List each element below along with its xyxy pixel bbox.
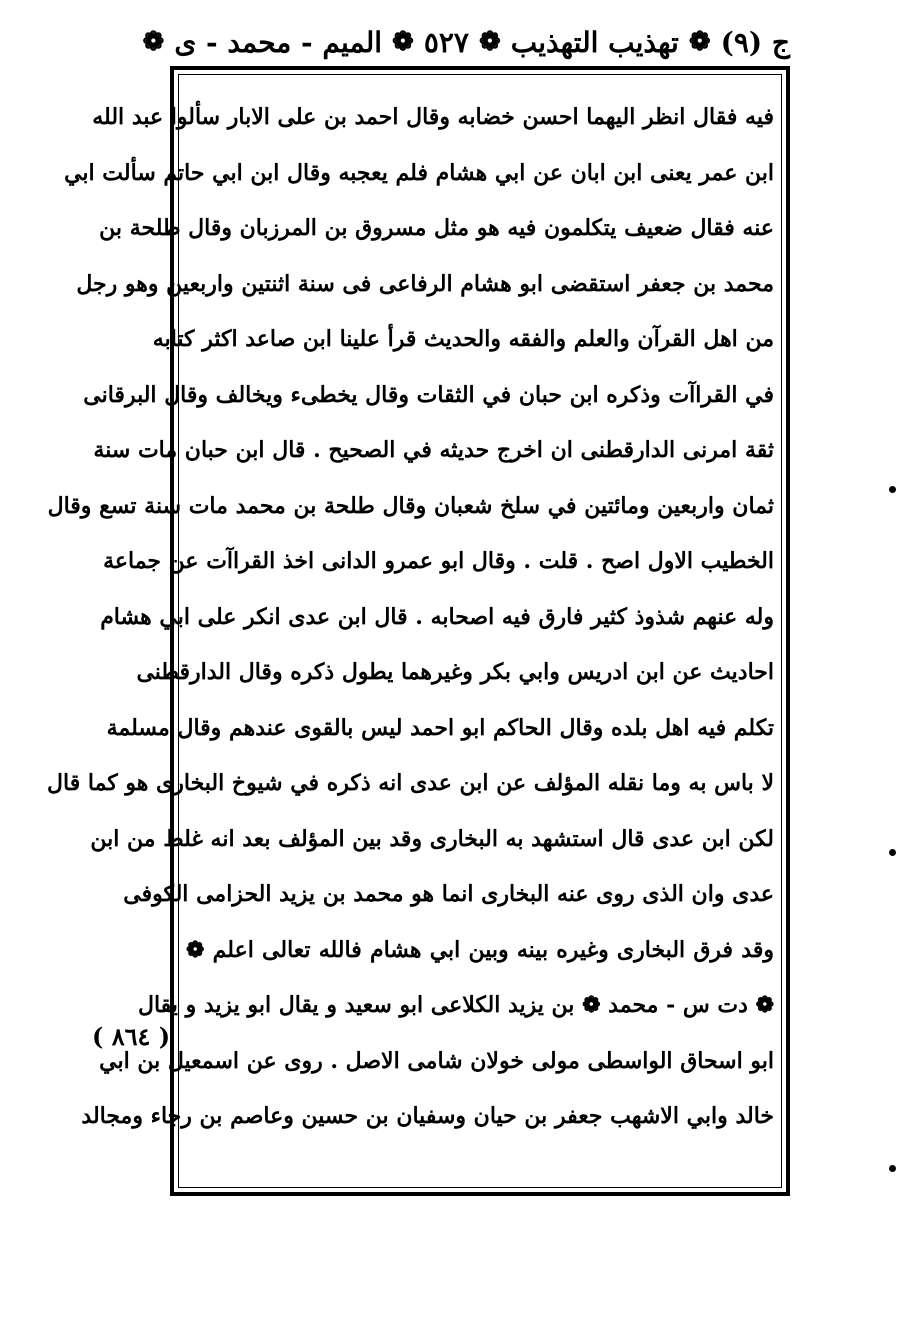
section-label: الميم - محمد - ى — [174, 25, 383, 59]
text-line: الخطيب الاول اصح . قلت . وقال ابو عمرو الدانى اخذ القراآت عن جماعة — [103, 548, 774, 574]
entry-number: ( ٨٦٤ ) — [92, 1022, 171, 1051]
margin-dot — [889, 1165, 896, 1172]
page-header — [142, 14, 790, 70]
text-line: لا باس به وما نقله المؤلف عن ابن عدى انه ذكره في شيوخ البخارى هو كما قال — [47, 770, 774, 796]
text-line: عنه فقال ضعيف يتكلمون فيه هو مثل مسروق بن المرزبان وقال طلحة بن — [99, 215, 774, 241]
text-line: محمد بن جعفر استقضى ابو هشام الرفاعى فى سنة اثنتين واربعين وهو رجل — [76, 270, 774, 297]
ornament-icon: ❁ — [478, 27, 501, 57]
text-line: احاديث عن ابن ادريس وابي بكر وغيرهما يطول ذكره وقال الدارقطنى — [136, 659, 774, 685]
book-title: تهذيب التهذيب — [510, 25, 679, 59]
margin-dot — [889, 849, 896, 856]
ornament-icon: ❁ — [688, 27, 711, 57]
text-line: خالد وابي الاشهب جعفر بن حيان وسفيان بن حسين وعاصم بن رجاء ومجالد — [81, 1103, 774, 1129]
text-line: من اهل القرآن والعلم والفقه والحديث قرأ علينا ابن صاعد اكثر كتابه — [152, 326, 774, 352]
text-line: وقد فرق البخارى وغيره بينه وبين ابي هشام فالله تعالى اعلم ❁ — [186, 936, 774, 963]
ornament-icon: ❁ — [392, 27, 414, 57]
text-line: ثمان واربعين ومائتين في سلخ شعبان وقال طلحة بن محمد مات سنة تسع وقال — [47, 492, 774, 519]
text-line: ثقة امرنى الدارقطنى ان اخرج حديثه في الصحيح . قال ابن حبان مات سنة — [93, 437, 774, 463]
text-line: في القراآت وذكره ابن حبان في الثقات وقال يخطىء ويخالف وقال البرقانى — [83, 381, 774, 408]
text-line: لكن ابن عدى قال استشهد به البخارى وقد بين المؤلف بعد انه غلط من ابن — [90, 825, 774, 852]
text-line: ❁ دت س - محمد ❁ بن يزيد الكلاعى ابو سعيد و يقال ابو يزيد و يقال — [137, 992, 774, 1018]
text-line: عدى وان الذى روى عنه البخارى انما هو محمد بن يزيد الحزامى الكوفى — [123, 881, 774, 907]
text-line: فيه فقال انظر اليهما احسن خضابه وقال احمد بن على الابار سألوا عبد الله — [92, 104, 774, 130]
ornament-icon: ❁ — [142, 27, 165, 57]
page-number: ٥٢٧ — [423, 25, 469, 59]
text-line: وله عنهم شذوذ كثير فارق فيه اصحابه . قال ابن عدى انكر على ابي هشام — [100, 603, 774, 630]
volume-label: ج (٩) — [720, 25, 790, 59]
text-line: ابن عمر يعنى ابن ابان عن ابي هشام فلم يعجبه وقال ابن ابي حاتم سألت ابي — [64, 159, 774, 186]
text-line: ابو اسحاق الواسطى مولى خولان شامى الاصل . روى عن اسمعيل بن ابي — [99, 1047, 774, 1074]
text-line: تكلم فيه اهل بلده وقال الحاكم ابو احمد ليس بالقوى عندهم وقال مسلمة — [106, 714, 774, 741]
margin-dot — [889, 486, 896, 493]
